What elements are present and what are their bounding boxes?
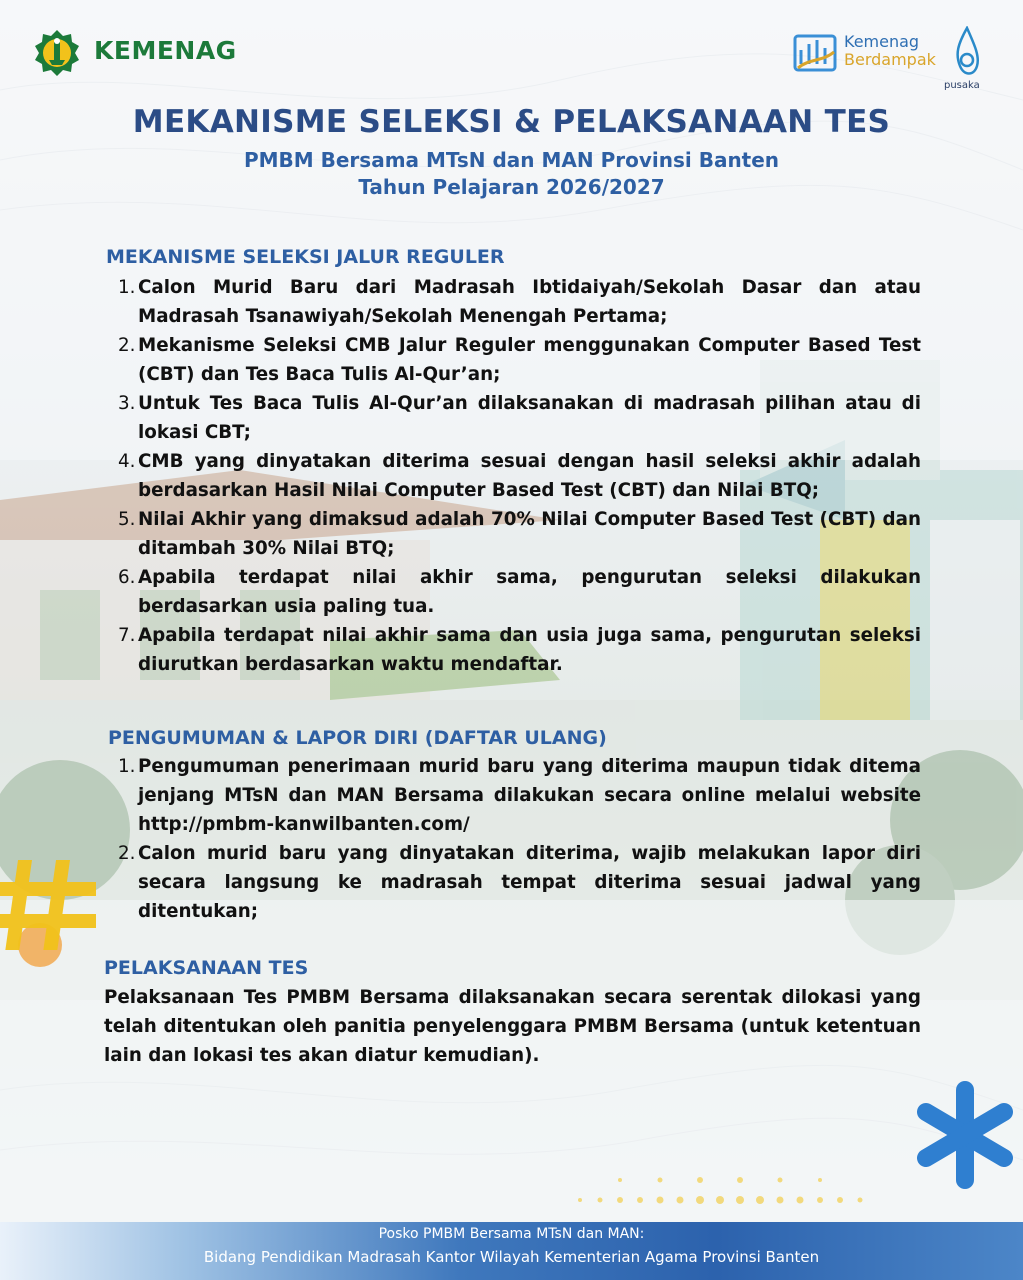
list-item-text: Apabila terdapat nilai akhir sama dan usia juga sama, pengurutan seleksi diurutkan berdasarkan waktu mendaftar. — [138, 625, 921, 675]
footer-line2: Bidang Pendidikan Madrasah Kantor Wilayah Kementerian Agama Provinsi Banten — [203, 1248, 820, 1266]
list-item-text: CMB yang dinyatakan diterima sesuai dengan hasil seleksi akhir adalah berdasarkan Hasil Nilai Computer Based Test (CBT) dan Nilai BTQ; — [138, 451, 921, 501]
list-item — [118, 752, 921, 839]
page-subtitle: PMBM Bersama MTsN dan MAN Provinsi Banten — [243, 148, 780, 172]
pusaka-logo-icon — [950, 26, 984, 84]
berdampak-logo — [792, 28, 942, 74]
list-item — [118, 447, 921, 505]
list-item-number: 3. — [118, 393, 136, 414]
reguler-list — [118, 273, 921, 679]
pelaksanaan-paragraph: Pelaksanaan Tes PMBM Bersama dilaksanakan secara serentak dilokasi yang telah ditentukan oleh panitia penyelenggara PMBM Bersama (untuk ketentuan lain dan lokasi tes akan diatur kemudian). — [104, 987, 921, 1066]
list-item — [118, 621, 921, 679]
berdampak-line2: Berdampak — [844, 50, 936, 69]
list-item — [118, 389, 921, 447]
list-item-number: 5. — [118, 509, 136, 530]
list-item-text: Calon murid baru yang dinyatakan diterima, wajib melakukan lapor diri secara langsung ke madrasah tempat diterima sesuai jadwal yang ditentukan; — [138, 843, 921, 922]
list-item-text: Nilai Akhir yang dimaksud adalah 70% Nilai Computer Based Test (CBT) dan ditambah 30% Nilai BTQ; — [138, 509, 921, 559]
page-subtitle-year: Tahun Pelajaran 2026/2027 — [358, 175, 665, 199]
section-title-reguler: MEKANISME SELEKSI JALUR REGULER — [106, 246, 505, 268]
list-item — [118, 563, 921, 621]
kemenag-wordmark: KEMENAG — [94, 36, 237, 65]
list-item-text: Pengumuman penerimaan murid baru yang diterima maupun tidak ditema jenjang MTsN dan MAN Bersama dilakukan secara online melalui website http://pmbm-kanwilbanten.com/ — [138, 756, 921, 835]
list-item-text: Apabila terdapat nilai akhir sama, pengurutan seleksi dilakukan berdasarkan usia paling tua. — [138, 567, 921, 617]
berdampak-logo-icon — [792, 28, 838, 74]
list-item-text: Calon Murid Baru dari Madrasah Ibtidaiyah/Sekolah Dasar dan atau Madrasah Tsanawiyah/Sekolah Menengah Pertama; — [138, 277, 921, 327]
berdampak-line1: Kemenag — [844, 32, 920, 51]
pusaka-label: pusaka — [944, 80, 980, 91]
section-title-pelaksanaan: PELAKSANAAN TES — [104, 957, 309, 979]
page-title: MEKANISME SELEKSI & PELAKSANAAN TES — [132, 104, 891, 140]
list-item-number: 1. — [118, 277, 136, 298]
list-item-number: 4. — [118, 451, 136, 472]
list-item-text: Untuk Tes Baca Tulis Al-Qur’an dilaksanakan di madrasah pilihan atau di lokasi CBT; — [138, 393, 921, 443]
list-item-number: 1. — [118, 756, 136, 777]
list-item-number: 2. — [118, 335, 136, 356]
pengumuman-list — [118, 752, 921, 926]
kemenag-emblem-icon — [32, 28, 82, 78]
list-item-number: 7. — [118, 625, 136, 646]
list-item-number: 2. — [118, 843, 136, 864]
list-item — [118, 839, 921, 926]
list-item — [118, 273, 921, 331]
footer-line1: Posko PMBM Bersama MTsN dan MAN: — [378, 1226, 645, 1242]
list-item-text: Mekanisme Seleksi CMB Jalur Reguler menggunakan Computer Based Test (CBT) dan Tes Baca Tulis Al-Qur’an; — [138, 335, 921, 385]
list-item-number: 6. — [118, 567, 136, 588]
section-title-pengumuman: PENGUMUMAN & LAPOR DIRI (DAFTAR ULANG) — [108, 727, 607, 749]
list-item — [118, 505, 921, 563]
list-item — [118, 331, 921, 389]
